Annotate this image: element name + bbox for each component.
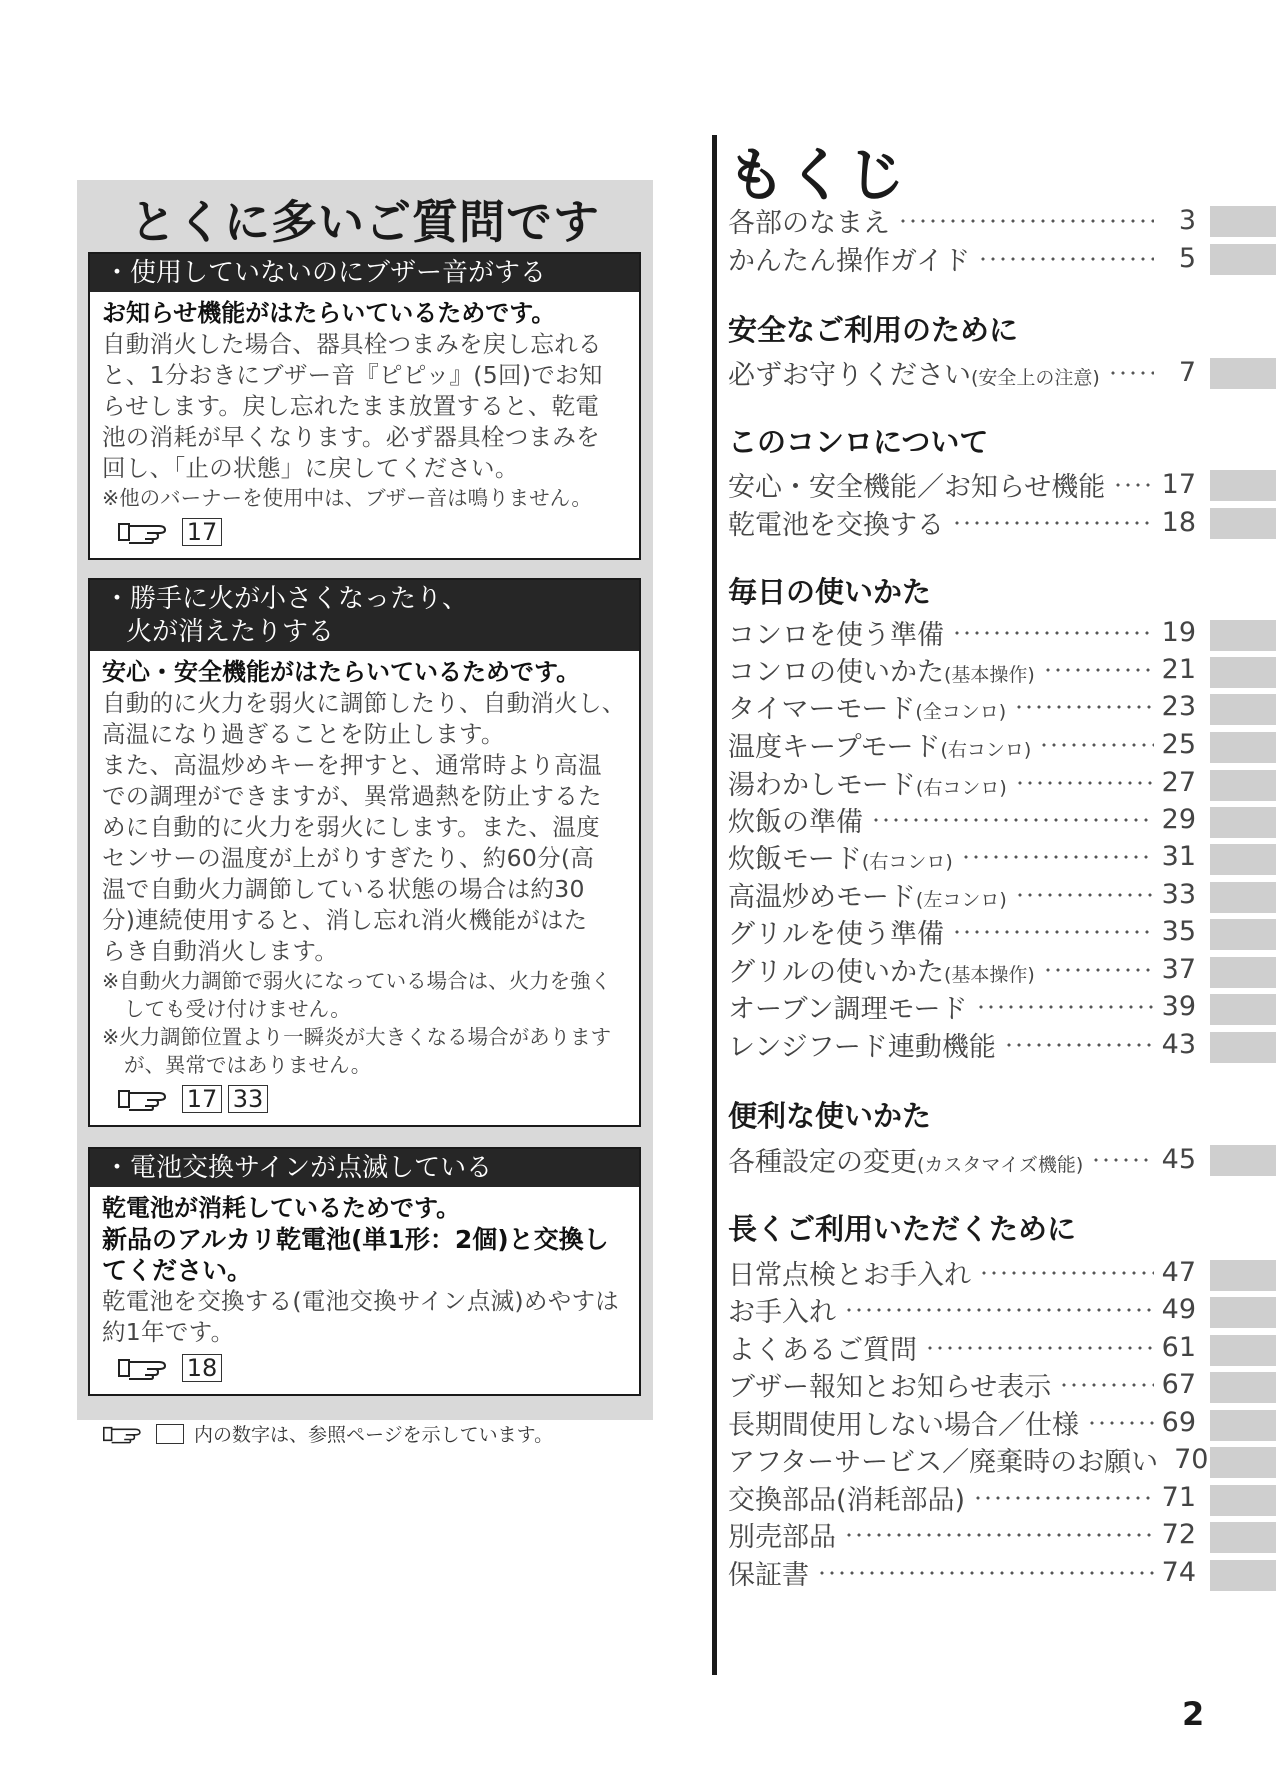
toc-title: もくじ [727, 141, 908, 209]
leader-dots [871, 817, 1154, 823]
toc-entry[interactable] [728, 1366, 1196, 1403]
index-tab [1210, 844, 1276, 875]
index-tab [1210, 1522, 1276, 1553]
toc-entry-label: 保証書 [728, 1560, 809, 1591]
leader-dots [844, 1532, 1154, 1538]
faq-text-line: また、高温炒めキーを押すと、通常時より高温 [102, 751, 602, 779]
pointing-hand-icon [100, 1423, 150, 1445]
reference-page[interactable]: 17 [182, 518, 222, 546]
toc-entry-page: 67 [1161, 1369, 1196, 1400]
toc-entry-label: コンロを使う準備 [728, 620, 944, 651]
toc-section-title: このコンロについて [728, 425, 989, 459]
toc-entry[interactable] [728, 466, 1196, 503]
toc-entry-page: 18 [1161, 507, 1196, 538]
toc-entry-label: 各部のなまえ [728, 208, 890, 239]
index-tab [1210, 657, 1276, 688]
page-number: 2 [1182, 1695, 1205, 1733]
toc-entry-label: よくあるご質問 [728, 1335, 917, 1366]
faq-text-line: 回し、「止の状態」に戻してください。 [102, 454, 519, 482]
index-tab [1210, 1032, 1276, 1063]
leader-dots [1043, 967, 1154, 973]
index-tab [1210, 470, 1276, 501]
toc-entry[interactable] [728, 1141, 1196, 1178]
toc-entry-label: 長期間使用しない場合／仕様 [728, 1410, 1079, 1441]
toc-entry-page: 37 [1161, 954, 1196, 985]
toc-entry[interactable] [728, 838, 1196, 875]
index-tab [1210, 1145, 1276, 1176]
faq-item-heading [90, 580, 639, 651]
leader-dots [979, 1270, 1154, 1276]
faq-item-flame [88, 578, 641, 1127]
toc-entry-label: 乾電池を交換する [728, 510, 944, 541]
leader-dots [1004, 1042, 1154, 1048]
leader-dots [973, 1495, 1154, 1501]
index-tab [1210, 206, 1276, 237]
index-tab [1210, 1297, 1276, 1328]
toc-entry-page: 35 [1161, 916, 1196, 947]
toc-entry[interactable] [728, 988, 1196, 1025]
faq-item-buzzer [88, 252, 641, 560]
toc-entry-label: アフターサービス／廃棄時のお願い [728, 1447, 1159, 1478]
toc-entry[interactable] [728, 202, 1196, 239]
toc-entry-label: グリルの使いかた(基本操作) [728, 957, 1035, 988]
faq-lead: 新品のアルカリ乾電池(単1形：2個)と交換してください。 [102, 1225, 609, 1285]
toc-entry[interactable] [728, 801, 1196, 838]
toc-entry-label: コンロの使いかた(基本操作) [728, 657, 1035, 688]
index-tab [1210, 732, 1276, 763]
reference-footnote [100, 1420, 553, 1447]
toc-entry-label: 温度キープモード(右コンロ) [728, 732, 1032, 763]
pointing-hand-icon [116, 518, 176, 546]
leader-dots [844, 1307, 1154, 1313]
toc-entry-page: 74 [1161, 1557, 1196, 1588]
index-tab [1210, 994, 1276, 1025]
faq-heading-text: ・勝手に火が小さくなったり、 [104, 584, 469, 614]
toc-entry-page: 19 [1161, 617, 1196, 648]
faq-text-line: 分)連続使用すると、消し忘れ消火機能がはた [102, 906, 588, 934]
index-tab [1210, 1260, 1276, 1291]
toc-entry[interactable] [728, 1554, 1196, 1591]
toc-entry-page: 49 [1161, 1294, 1196, 1325]
toc-entry-page: 25 [1161, 729, 1196, 760]
reference-page[interactable]: 17 [182, 1085, 222, 1113]
index-tab [1210, 1560, 1276, 1591]
index-tab [1210, 508, 1276, 539]
index-tab [1210, 1410, 1276, 1441]
toc-section-title: 便利な使いかた [728, 1099, 932, 1133]
faq-text-line: センサーの温度が上がりすぎたり、約60分(高 [102, 844, 595, 872]
faq-note: ※火力調節位置より一瞬炎が大きくなる場合がありますが、異常ではありません。 [102, 1025, 612, 1077]
faq-text-line: 温で自動火力調節している状態の場合は約30 [102, 875, 585, 903]
toc-entry-page: 45 [1161, 1144, 1196, 1175]
faq-title: とくに多いご質問です [130, 195, 600, 249]
toc-entry[interactable] [728, 1404, 1196, 1441]
page-box-icon [156, 1424, 184, 1444]
toc-entry[interactable] [728, 240, 1196, 277]
toc-entry-label: 各種設定の変更(カスタマイズ機能) [728, 1147, 1084, 1178]
index-tab [1210, 1485, 1276, 1516]
leader-dots [952, 630, 1154, 636]
toc-entry[interactable] [728, 688, 1196, 725]
toc-entry-page: 27 [1161, 767, 1196, 798]
toc-entry-page: 39 [1161, 991, 1196, 1022]
faq-note: ※自動火力調節で弱火になっている場合は、火力を強くしても受け付けません。 [102, 969, 612, 1021]
toc-entry-label: ブザー報知とお知らせ表示 [728, 1372, 1052, 1403]
toc-entry[interactable] [728, 1291, 1196, 1328]
reference-row [102, 512, 627, 552]
faq-text-line: めに自動的に火力を弱火にします。また、温度 [102, 813, 600, 841]
index-tab [1210, 882, 1276, 913]
leader-dots [978, 256, 1154, 262]
leader-dots [1015, 780, 1154, 786]
faq-lead: 安心・安全機能がはたらいているためです。 [102, 658, 581, 686]
faq-text-line: らせします。戻し忘れたまま放置すると、乾電 [102, 392, 600, 420]
pointing-hand-icon [116, 1085, 176, 1113]
toc-entry-page: 33 [1161, 879, 1196, 910]
toc-section-title: 安全なご利用のために [728, 313, 1019, 347]
leader-dots [817, 1570, 1154, 1576]
faq-text-line: と、1分おきにブザー音『ピピッ』(5回)でお知 [102, 361, 603, 389]
faq-text-line: 池の消耗が早くなります。必ず器具栓つまみを [102, 423, 600, 451]
faq-heading-text: 火が消えたりする [126, 617, 335, 647]
toc-entry-label: 炊飯の準備 [728, 807, 863, 838]
leader-dots [1043, 667, 1154, 673]
reference-page[interactable]: 18 [182, 1354, 222, 1382]
index-tab [1210, 1335, 1276, 1366]
faq-text-line: 自動消火した場合、器具栓つまみを戻し忘れる [102, 330, 602, 358]
index-tab [1210, 358, 1276, 389]
index-tab [1210, 957, 1276, 988]
leader-dots [952, 520, 1154, 526]
toc-entry[interactable] [728, 614, 1196, 651]
toc-entry[interactable] [728, 504, 1196, 541]
reference-page[interactable]: 33 [228, 1085, 268, 1113]
index-tab [1210, 770, 1276, 801]
toc-entry-label: かんたん操作ガイド [728, 246, 971, 277]
leader-dots [976, 1004, 1154, 1010]
leader-dots [925, 1345, 1154, 1351]
index-tab [1210, 620, 1276, 651]
leader-dots [952, 929, 1154, 935]
index-tab [1210, 1447, 1276, 1478]
toc-entry-page: 29 [1161, 804, 1196, 835]
faq-text-line: らき自動消火します。 [102, 937, 339, 965]
toc-entry-label: レンジフード連動機能 [728, 1032, 996, 1063]
toc-entry-page: 23 [1161, 691, 1196, 722]
faq-item-heading [90, 254, 639, 292]
faq-heading-text: ・電池交換サインが点滅している [104, 1153, 493, 1183]
toc-entry-label: 交換部品(消耗部品) [728, 1485, 966, 1516]
faq-lead: お知らせ機能がはたらいているためです。 [102, 299, 556, 327]
toc-entry[interactable] [728, 951, 1196, 988]
toc-entry[interactable] [728, 354, 1196, 391]
toc-entry[interactable] [728, 726, 1196, 763]
toc-entry-page: 61 [1161, 1332, 1196, 1363]
toc-entry[interactable] [728, 1479, 1196, 1516]
leader-dots [961, 854, 1154, 860]
faq-panel [77, 180, 653, 1420]
faq-text-line: 自動的に火力を弱火に調節したり、自動消火し、 [102, 689, 626, 717]
faq-lead: 乾電池が消耗しているためです。 [102, 1194, 461, 1222]
toc-entry[interactable] [728, 876, 1196, 913]
faq-item-battery [88, 1147, 641, 1396]
footnote-text: 内の数字は、参照ページを示しています。 [194, 1424, 554, 1446]
index-tab [1210, 1372, 1276, 1403]
leader-dots [1108, 370, 1154, 376]
toc-entry-label: 別売部品 [728, 1522, 836, 1553]
toc-entry[interactable] [728, 651, 1196, 688]
toc-entry-page: 17 [1161, 469, 1196, 500]
reference-row [102, 1348, 627, 1388]
toc-section-title: 毎日の使いかた [728, 575, 932, 609]
toc-entry-label: 炊飯モード(右コンロ) [728, 844, 953, 875]
faq-note: ※他のバーナーを使用中は、ブザー音は鳴りません。 [102, 486, 592, 510]
faq-text-line: 乾電池を交換する(電池交換サイン点滅)めやすは [102, 1287, 620, 1315]
index-tab [1210, 244, 1276, 275]
faq-text-line: 高温になり過ぎることを防止します。 [102, 720, 505, 748]
toc-entry-label: 湯わかしモード(右コンロ) [728, 770, 1007, 801]
toc-entry-label: 日常点検とお手入れ [728, 1260, 971, 1291]
toc-entry-label: オーブン調理モード [728, 994, 968, 1025]
pointing-hand-icon [116, 1354, 176, 1382]
toc-entry-page: 43 [1161, 1029, 1196, 1060]
toc-entry-label: タイマーモード(全コンロ) [728, 694, 1007, 725]
toc-divider [712, 135, 717, 1675]
leader-dots [1091, 1157, 1153, 1163]
faq-text-line: 約1年です。 [102, 1318, 235, 1346]
toc-entry-label: 高温炒めモード(左コンロ) [728, 882, 1007, 913]
toc-entry[interactable] [728, 1026, 1196, 1063]
faq-heading-text: ・使用していないのにブザー音がする [104, 258, 547, 288]
leader-dots [1014, 704, 1153, 710]
toc-entry-page: 70 [1174, 1444, 1209, 1475]
leader-dots [1059, 1382, 1153, 1388]
toc-entry-label: グリルを使う準備 [728, 919, 944, 950]
toc-entry[interactable] [728, 1254, 1196, 1291]
toc-entry[interactable] [728, 1441, 1209, 1478]
index-tab [1210, 694, 1276, 725]
toc-entry-label: 必ずお守りください(安全上の注意) [728, 360, 1100, 391]
faq-text-line: での調理ができますが、異常過熱を防止するた [102, 782, 602, 810]
toc-entry[interactable] [728, 764, 1196, 801]
toc-entry-page: 7 [1178, 357, 1196, 388]
toc-entry-page: 47 [1161, 1257, 1196, 1288]
toc-entry-page: 72 [1161, 1519, 1196, 1550]
toc-section-title: 長くご利用いただくために [728, 1212, 1077, 1246]
toc-entry-page: 69 [1161, 1407, 1196, 1438]
toc-entry[interactable] [728, 913, 1196, 950]
leader-dots [1087, 1420, 1154, 1426]
toc-entry-page: 21 [1161, 654, 1196, 685]
toc-entry-page: 3 [1178, 205, 1196, 236]
leader-dots [898, 218, 1154, 224]
toc-entry-label: 安心・安全機能／お知らせ機能 [728, 472, 1106, 503]
toc-entry-page: 31 [1161, 841, 1196, 872]
toc-entry-label: お手入れ [728, 1297, 836, 1328]
toc-entry-page: 5 [1178, 243, 1196, 274]
toc-entry[interactable] [728, 1329, 1196, 1366]
reference-row [102, 1079, 627, 1119]
index-tab [1210, 919, 1276, 950]
leader-dots [1039, 742, 1153, 748]
leader-dots [1015, 892, 1154, 898]
toc-entry[interactable] [728, 1516, 1196, 1553]
faq-item-heading [90, 1149, 639, 1187]
toc-entry-page: 71 [1161, 1482, 1196, 1513]
index-tab [1210, 807, 1276, 838]
leader-dots [1113, 482, 1153, 488]
